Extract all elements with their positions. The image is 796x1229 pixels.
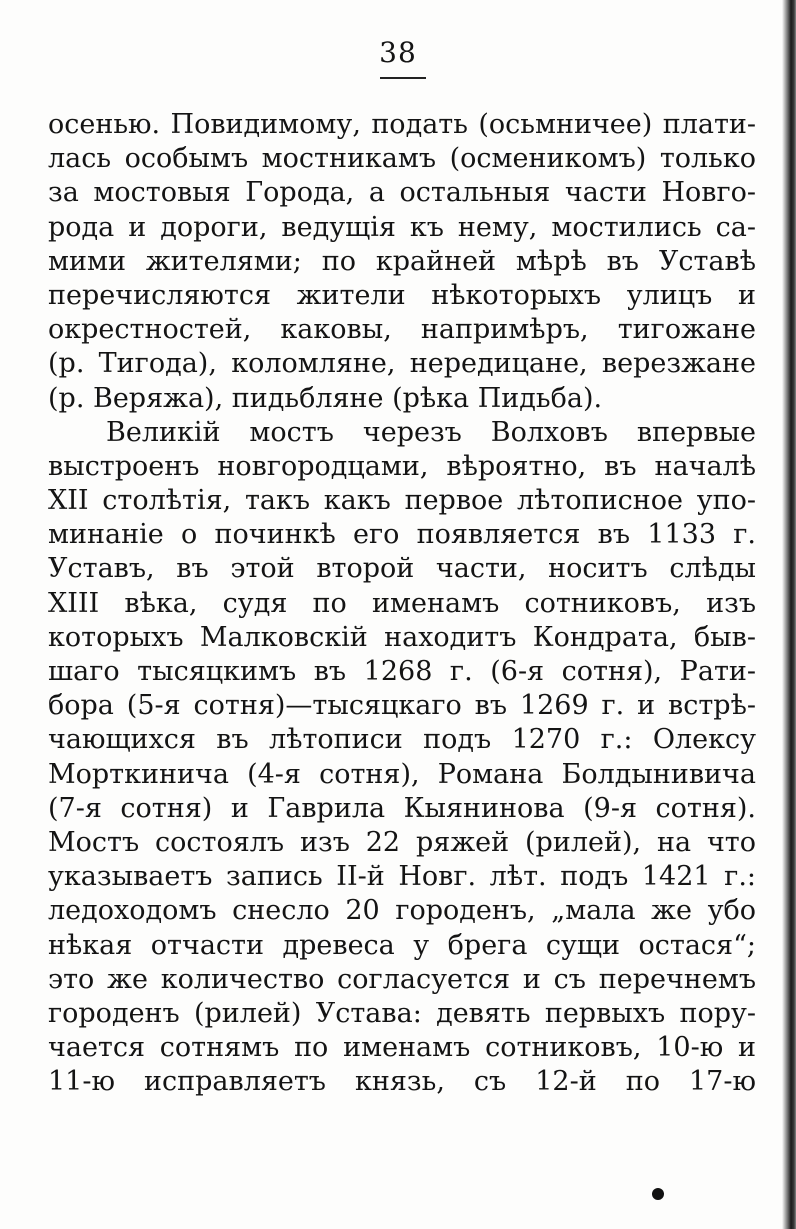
text-line: Уставъ, въ этой второй части, носитъ слѣды [48,553,756,585]
text-line: Великій мостъ черезъ Волховъ впервые [106,416,756,448]
text-line: которыхъ Малковскій находитъ Кондрата, быв- [48,621,756,653]
text-line: ледоходомъ снесло 20 городенъ, „мала же убо [48,895,756,927]
text-line: указываетъ запись II-й Новг. лѣт. подъ 1421 г.: [48,861,756,893]
text-line: шаго тысяцкимъ въ 1268 г. (6-я сотня), Рати- [48,656,756,687]
text-line: мими жителями; по крайней мѣрѣ въ Уставѣ [48,245,756,277]
text-line: рода и дороги, ведущія къ нему, мостились са- [48,211,756,243]
text-line: (7-я сотня) и Гаврила Кыянинова (9-я сотня). [48,792,756,824]
text-line: бора (5-я сотня)—тысяцкаго въ 1269 г. и встрѣ- [48,690,756,722]
text-line: (р. Веряжа), пидьбляне (рѣка Пидьба). [48,382,603,414]
text-line: окрестностей, каковы, напримѣръ, тигожане [48,314,756,346]
text-line: (р. Тигода), коломляне, нередицане, верезжане [48,348,756,380]
text-line: минаніе о починкѣ его появляется въ 1133 г. [48,519,756,551]
text-line: нѣкая отчасти древеса у брега сущи остася“; [48,929,756,961]
binding-edge [782,0,796,1229]
text-line: перечисляются жители нѣкоторыхъ улицъ и [48,279,756,311]
text-line: Мостъ состоялъ изъ 22 ряжей (рилей), на что [48,826,756,858]
text-line: 11-ю исправляетъ князь, съ 12-й по 17-ю [48,1066,756,1098]
page-number-rule [380,77,426,79]
text-line: XII столѣтія, такъ какъ первое лѣтописное упо- [48,485,756,517]
text-line: выстроенъ новгородцами, вѣроятно, въ началѣ [48,450,756,482]
ink-dot [652,1188,664,1200]
text-line: XIII вѣка, судя по именамъ сотниковъ, изъ [48,587,756,619]
text-line: чается сотнямъ по именамъ сотниковъ, 10-ю и [48,1032,756,1064]
text-line: Морткинича (4-я сотня), Романа Болдынивича [48,758,756,790]
body-text [48,108,756,1099]
text-line: городенъ (рилей) Устава: девять первыхъ пору- [48,997,756,1029]
text-line: лась особымъ мостникамъ (осменикомъ) только [48,143,756,175]
text-line: это же количество согласуется и съ перечнемъ [48,963,756,995]
page-number: 38 [379,36,417,69]
text-line: чающихся въ лѣтописи подъ 1270 г.: Олексу [48,724,756,756]
text-line: осенью. Повидимому, подать (осьмничее) плати- [48,109,756,140]
text-line: за мостовыя Города, а остальныя части Новго- [48,177,756,209]
